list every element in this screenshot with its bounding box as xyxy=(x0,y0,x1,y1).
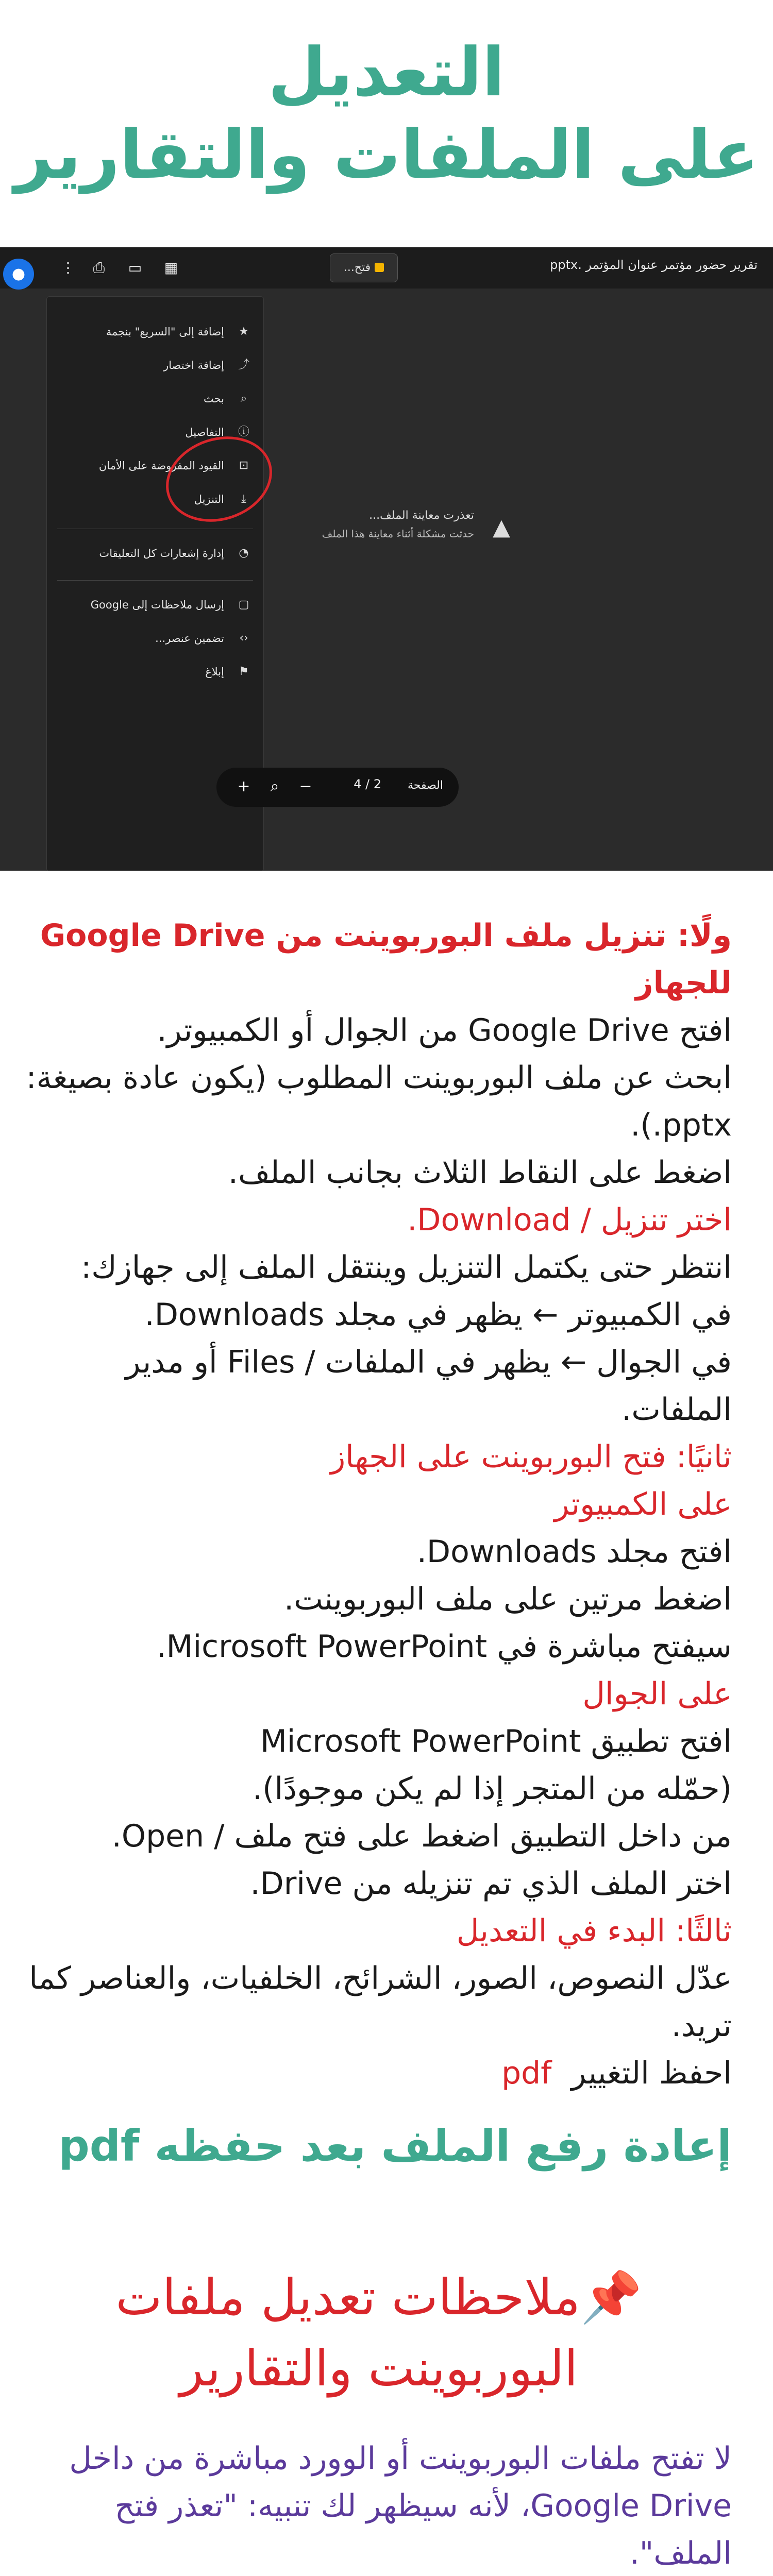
step-text: ابحث عن ملف البوربوينت المطلوب (يكون عادة بصيغة: pptx.). xyxy=(26,1060,732,1143)
open-with-button[interactable]: فتح... xyxy=(330,253,398,282)
download-icon: ⤓ xyxy=(241,493,246,505)
embed-icon: ‹› xyxy=(239,632,248,645)
menu-item-search[interactable]: ⌕ بحث xyxy=(57,384,253,413)
menu-item-report[interactable]: ⚑ إبلاغ xyxy=(57,657,253,686)
lock-icon: ⊡ xyxy=(239,459,249,472)
comment-icon[interactable]: ▭ xyxy=(128,259,142,276)
note-line: لا تفتح ملفات البوربوينت أو الوورد مباشرة من داخل Google Drive، لأنه سيظهر لك تنبيه: "تعذر فتح الملف". xyxy=(69,2441,732,2571)
section-heading: ثالثًا: البدء في التعديل xyxy=(456,1913,732,1949)
step-text: افتح مجلد Downloads. xyxy=(416,1534,732,1570)
step-text: افتح Google Drive من الجوال أو الكمبيوتر. xyxy=(157,1012,732,1048)
menu-item-shortcut[interactable]: ⤴ إضافة اختصار xyxy=(57,351,253,380)
folder-icon[interactable]: ▦ xyxy=(164,259,178,276)
step-text: انتظر حتى يكتمل التنزيل وينتقل الملف إلى جهازك: xyxy=(81,1249,732,1285)
shortcut-icon: ⤴ xyxy=(238,359,249,371)
print-icon[interactable]: ⎙ xyxy=(93,259,105,276)
menu-item-notifications[interactable]: ◔ إدارة إشعارات كل التعليقات xyxy=(57,539,253,568)
step-text: في الكمبيوتر ← يظهر في مجلد Downloads. xyxy=(144,1297,732,1333)
step-text: عدّل النصوص، الصور، الشرائح، الخلفيات، والعناصر كما تريد. xyxy=(29,1960,732,2044)
menu-divider xyxy=(57,580,253,581)
title-line-2: على الملفات والتقارير xyxy=(14,115,759,194)
more-vert-icon[interactable]: ⋮ xyxy=(61,259,75,276)
step-text: افتح تطبيق Microsoft PowerPoint xyxy=(260,1723,732,1759)
file-title: تقرير حضور مؤتمر عنوان المؤتمر .pptx xyxy=(550,258,758,272)
menu-item-security[interactable]: ⊡ القيود المفروضة على الأمان xyxy=(57,451,253,480)
zoom-in-button[interactable]: + xyxy=(237,777,250,795)
page-title xyxy=(0,31,773,196)
zoom-icon[interactable]: ⌕ xyxy=(270,777,279,795)
preview-warning: ▲ تعذرت معاينة الملف... حدثت مشكلة أثناء معاينة هذا الملف xyxy=(322,509,510,540)
section-heading: ولًا: تنزيل ملف البوربوينت من Google Drive للجهاز xyxy=(40,918,732,1001)
instructions-article xyxy=(26,912,732,2576)
info-icon: ⓘ xyxy=(238,426,249,438)
menu-item-star[interactable]: ★ إضافة إلى "السريع" بنجمة xyxy=(57,317,253,346)
page-zoom-bar: الصفحة 2 / 4 − ⌕ + xyxy=(216,768,459,807)
menu-item-feedback[interactable]: ▢ إرسال ملاحظات إلى Google xyxy=(57,590,253,619)
drive-viewer-screenshot xyxy=(0,247,773,871)
step-text: سيفتح مباشرة في Microsoft PowerPoint. xyxy=(156,1629,732,1665)
reupload-heading: إعادة رفع الملف بعد حفظه pdf xyxy=(58,2121,732,2171)
viewer-topbar xyxy=(0,247,773,289)
star-icon: ★ xyxy=(239,325,249,338)
step-text: (حمّله من المتجر إذا لم يكن موجودًا). xyxy=(253,1771,732,1807)
slides-icon xyxy=(375,263,384,272)
step-text: في الجوال ← يظهر في الملفات / Files أو مدير الملفات. xyxy=(125,1344,732,1428)
section-heading: ثانيًا: فتح البوربوينت على الجهاز xyxy=(330,1439,732,1475)
step-text: من داخل التطبيق اضغط على فتح ملف / Open. xyxy=(111,1818,732,1854)
save-note: احفظ التغيير pdf xyxy=(501,2055,732,2091)
step-text: اختر تنزيل / Download. xyxy=(407,1202,732,1238)
flag-icon: ⚑ xyxy=(239,665,249,678)
bell-icon: ◔ xyxy=(239,547,249,560)
menu-item-details[interactable]: ⓘ التفاصيل xyxy=(57,418,253,447)
account-avatar[interactable]: ● xyxy=(3,259,34,290)
subsection-heading: على الجوال xyxy=(582,1676,732,1712)
step-text: اضغط مرتين على ملف البوربوينت. xyxy=(284,1581,732,1617)
zoom-out-button[interactable]: − xyxy=(299,777,312,795)
menu-item-embed[interactable]: ‹› تضمين عنصر... xyxy=(57,624,253,653)
notes-title: 📌ملاحظات تعديل ملفات البوربوينت والتقارير xyxy=(115,2268,642,2397)
notes-list xyxy=(26,2435,732,2576)
subsection-heading: على الكمبيوتر xyxy=(554,1486,732,1522)
title-line-1: التعديل xyxy=(268,33,505,111)
step-text: اضغط على النقاط الثلاث بجانب الملف. xyxy=(228,1155,732,1191)
feedback-icon: ▢ xyxy=(238,598,249,611)
warning-icon: ▲ xyxy=(493,514,510,540)
step-text: اختر الملف الذي تم تنزيله من Drive. xyxy=(250,1866,732,1902)
menu-item-download[interactable]: ⤓ التنزيل xyxy=(57,485,253,514)
search-icon: ⌕ xyxy=(240,392,247,405)
page-indicator: 2 / 4 xyxy=(354,777,381,791)
